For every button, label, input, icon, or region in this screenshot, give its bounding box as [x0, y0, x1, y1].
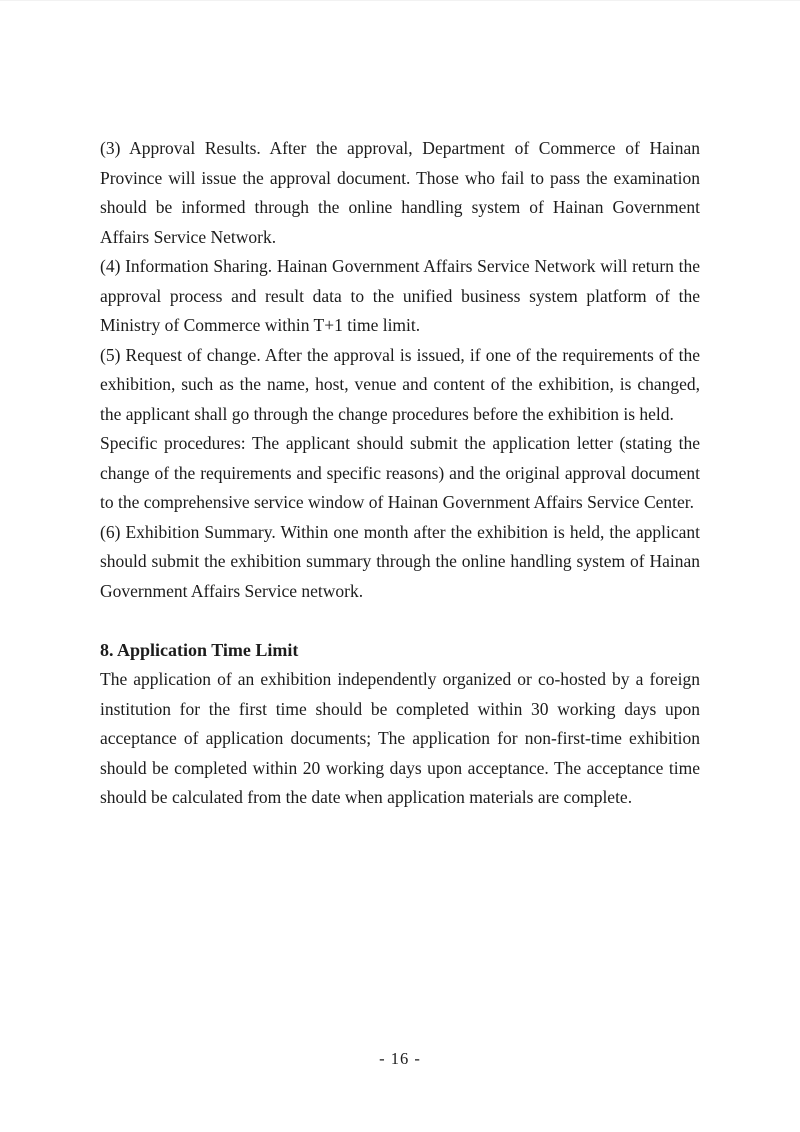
paragraph-request-of-change: (5) Request of change. After the approval is issued, if one of the requirements of the exhibition, such as the name, host, venue and content of the exhibition, is changed, the applicant shall go through the change procedures before the exhibition is held.	[100, 344, 700, 424]
paragraph-information-sharing: (4) Information Sharing. Hainan Government Affairs Service Network will return the approval process and result data to the unified business system platform of the Ministry of Commerce within T+1 time limit.	[100, 256, 700, 335]
paragraph-exhibition-summary: (6) Exhibition Summary. Within one month after the exhibition is held, the applicant should submit the exhibition summary through the online handling system of Hainan Government Affairs Service network.	[100, 521, 700, 601]
page-number: - 16 -	[379, 1049, 421, 1068]
paragraph-specific-procedures: Specific procedures: The applicant should submit the application letter (stating the change of the requirements and specific reasons) and the original approval document to the comprehensive service window of Hainan Government Affairs Service Center.	[100, 433, 700, 512]
paragraph-application-time-limit-body: The application of an exhibition independently organized or co-hosted by a foreign institution for the first time should be completed within 30 working days upon acceptance of application documents; The application for non-first-time exhibition should be completed within 20 working days upon acceptance. The acceptance time should be calculated from the date when application materials are complete.	[100, 669, 700, 807]
section-heading-application-time-limit: 8. Application Time Limit	[100, 639, 299, 660]
document-body	[100, 134, 700, 813]
paragraph-approval-results: (3) Approval Results. After the approval, Department of Commerce of Hainan Province will issue the approval document. Those who fail to pass the examination should be informed through the online handling system of Hainan Government Affairs Service Network.	[100, 138, 700, 247]
